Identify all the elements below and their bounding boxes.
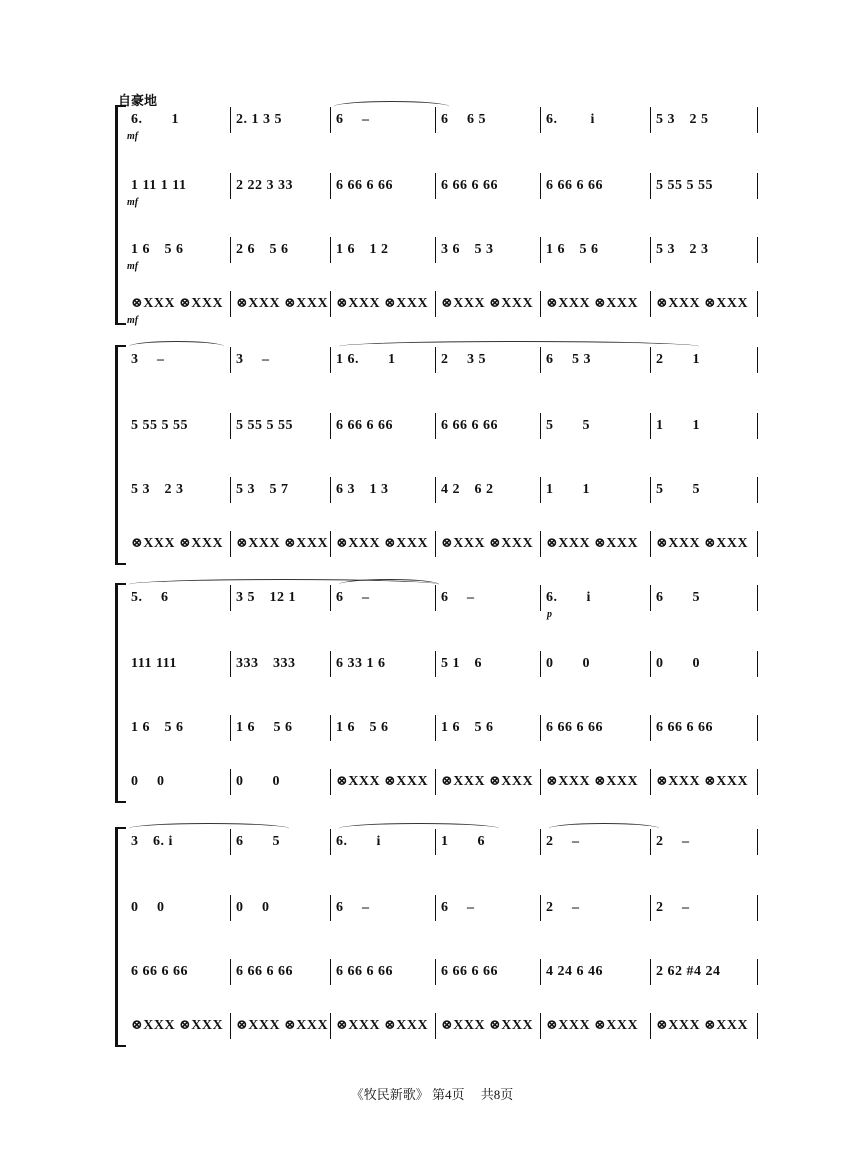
barline <box>330 651 331 677</box>
measure-notes: 3 6. i <box>131 834 173 849</box>
measure-notes: 2 6 5 6 <box>236 242 289 257</box>
slur-mark <box>339 823 499 834</box>
score-system <box>115 345 755 565</box>
measure-notes: ⊗XXX ⊗XXX <box>546 1018 639 1033</box>
measure-notes: 5 3 2 3 <box>656 242 709 257</box>
measure-notes: 1 6 <box>441 834 485 849</box>
barline <box>540 585 541 611</box>
barline <box>330 1013 331 1039</box>
measure-notes: ⊗XXX ⊗XXX <box>131 1018 224 1033</box>
measure-notes: ⊗XXX ⊗XXX <box>546 296 639 311</box>
measure-notes: 6 6 5 <box>441 112 486 127</box>
measure-notes: ⊗XXX ⊗XXX <box>336 1018 429 1033</box>
measure-notes: 5 1 6 <box>441 656 482 671</box>
measure-notes: 3 – <box>131 352 165 367</box>
measure-notes: 6. i <box>546 590 591 605</box>
measure-notes: 2 – <box>546 834 580 849</box>
barline <box>757 769 758 795</box>
staff-row <box>125 411 757 441</box>
page-footer: 《牧民新歌》 第4页 共8页 <box>350 1087 514 1102</box>
measure-notes: 1 6 5 6 <box>441 720 494 735</box>
barline <box>230 769 231 795</box>
barline <box>757 291 758 317</box>
measure-notes: 5 55 5 55 <box>236 418 293 433</box>
barline <box>650 959 651 985</box>
measure-notes: ⊗XXX ⊗XXX <box>336 536 429 551</box>
measure-notes: 6. 1 <box>131 112 179 127</box>
measure-notes: 6 66 6 66 <box>441 178 498 193</box>
measure-notes: 2 – <box>656 834 690 849</box>
barline <box>330 173 331 199</box>
measure-notes: 1 6. 1 <box>336 352 396 367</box>
measure-notes: ⊗XXX ⊗XXX <box>441 1018 534 1033</box>
barline <box>540 291 541 317</box>
barline <box>230 959 231 985</box>
barline <box>757 959 758 985</box>
staff-row <box>125 767 757 797</box>
barline <box>650 291 651 317</box>
measure-notes: 1 1 <box>656 418 700 433</box>
barline <box>540 715 541 741</box>
dynamic-marking: mf <box>127 261 139 272</box>
measure-notes: 333 333 <box>236 656 296 671</box>
slur-mark <box>339 579 439 590</box>
score-system <box>115 827 755 1047</box>
measure-notes: 6 66 6 66 <box>546 720 603 735</box>
barline <box>330 959 331 985</box>
barline <box>650 895 651 921</box>
dynamic-marking: p <box>547 609 552 620</box>
barline <box>230 477 231 503</box>
measure-notes: 2 62 #4 24 <box>656 964 721 979</box>
barline <box>435 531 436 557</box>
barline <box>435 715 436 741</box>
barline <box>230 291 231 317</box>
measure-notes: 1 6 5 6 <box>546 242 599 257</box>
slur-mark <box>129 823 289 834</box>
barline <box>435 895 436 921</box>
measure-notes: 5 5 <box>656 482 700 497</box>
barline <box>540 829 541 855</box>
measure-notes: 6 66 6 66 <box>336 418 393 433</box>
measure-notes: 0 0 <box>546 656 590 671</box>
barline <box>435 173 436 199</box>
barline <box>330 715 331 741</box>
measure-notes: ⊗XXX ⊗XXX <box>656 774 749 789</box>
measure-notes: 5 3 5 7 <box>236 482 289 497</box>
dynamic-marking: mf <box>127 315 139 326</box>
barline <box>540 959 541 985</box>
barline <box>230 531 231 557</box>
measure-notes: ⊗XXX ⊗XXX <box>236 536 329 551</box>
measure-notes: 1 6 5 6 <box>131 720 184 735</box>
staff-row <box>125 957 757 987</box>
barline <box>330 895 331 921</box>
measure-notes: 2. 1 3 5 <box>236 112 282 127</box>
measure-notes: 6 66 6 66 <box>336 178 393 193</box>
barline <box>330 769 331 795</box>
barline <box>230 347 231 373</box>
barline <box>757 413 758 439</box>
measure-notes: 2 – <box>546 900 580 915</box>
measure-notes: 6 – <box>336 900 370 915</box>
barline <box>757 895 758 921</box>
staff-row <box>125 475 757 505</box>
barline <box>757 829 758 855</box>
measure-notes: 0 0 <box>656 656 700 671</box>
measure-notes: 6 66 6 66 <box>441 418 498 433</box>
barline <box>435 1013 436 1039</box>
measure-notes: 5 3 2 3 <box>131 482 184 497</box>
staff-row <box>125 1011 757 1041</box>
staff-row <box>125 289 757 326</box>
barline <box>757 651 758 677</box>
barline <box>757 173 758 199</box>
barline <box>650 413 651 439</box>
barline <box>230 173 231 199</box>
slur-mark <box>129 341 224 352</box>
barline <box>540 237 541 263</box>
measure-notes: 6 – <box>336 112 370 127</box>
measure-notes: 2 22 3 33 <box>236 178 293 193</box>
measure-notes: 6 3 1 3 <box>336 482 389 497</box>
staff-row <box>125 649 757 679</box>
measure-notes: ⊗XXX ⊗XXX <box>336 296 429 311</box>
staff-row <box>125 529 757 559</box>
slur-mark <box>549 823 659 834</box>
staff-row <box>125 713 757 743</box>
measure-notes: ⊗XXX ⊗XXX <box>131 536 224 551</box>
barline <box>540 651 541 677</box>
measure-notes: ⊗XXX ⊗XXX <box>336 774 429 789</box>
measure-notes: 3 5 12 1 <box>236 590 296 605</box>
dynamic-marking: mf <box>127 131 139 142</box>
barline <box>650 531 651 557</box>
barline <box>650 477 651 503</box>
barline <box>435 237 436 263</box>
measure-notes: 111 111 <box>131 656 177 671</box>
staff-row <box>125 235 757 272</box>
barline <box>435 651 436 677</box>
barline <box>330 829 331 855</box>
barline <box>435 477 436 503</box>
barline <box>540 477 541 503</box>
dynamic-marking: mf <box>127 197 139 208</box>
barline <box>757 585 758 611</box>
barline <box>330 531 331 557</box>
measure-notes: 4 24 6 46 <box>546 964 603 979</box>
staff-row <box>125 893 757 923</box>
barline <box>435 291 436 317</box>
measure-notes: 1 1 <box>546 482 590 497</box>
barline <box>230 237 231 263</box>
measure-notes: 0 0 <box>236 900 270 915</box>
measure-notes: 5. 6 <box>131 590 169 605</box>
barline <box>435 959 436 985</box>
measure-notes: 0 0 <box>131 774 165 789</box>
barline <box>230 413 231 439</box>
measure-notes: 6 5 3 <box>546 352 591 367</box>
measure-notes: 5 3 2 5 <box>656 112 709 127</box>
staff-row <box>125 171 757 208</box>
barline <box>757 1013 758 1039</box>
measure-notes: 6 5 <box>656 590 700 605</box>
barline <box>540 769 541 795</box>
measure-notes: 6 66 6 66 <box>336 964 393 979</box>
barline <box>230 651 231 677</box>
barline <box>650 237 651 263</box>
measure-notes: ⊗XXX ⊗XXX <box>656 1018 749 1033</box>
barline <box>757 477 758 503</box>
measure-notes: 1 6 5 6 <box>336 720 389 735</box>
measure-notes: 3 6 5 3 <box>441 242 494 257</box>
measure-notes: 6 66 6 66 <box>131 964 188 979</box>
barline <box>757 107 758 133</box>
measure-notes: ⊗XXX ⊗XXX <box>131 296 224 311</box>
barline <box>650 1013 651 1039</box>
measure-notes: 2 3 5 <box>441 352 486 367</box>
measure-notes: 2 1 <box>656 352 700 367</box>
barline <box>540 531 541 557</box>
measure-notes: 5 55 5 55 <box>656 178 713 193</box>
measure-notes: 6. i <box>336 834 381 849</box>
measure-notes: ⊗XXX ⊗XXX <box>656 296 749 311</box>
measure-notes: 1 6 5 6 <box>131 242 184 257</box>
measure-notes: 6 5 <box>236 834 280 849</box>
measure-notes: 6 66 6 66 <box>236 964 293 979</box>
slur-mark <box>334 101 449 112</box>
measure-notes: 1 11 1 11 <box>131 178 187 193</box>
barline <box>650 651 651 677</box>
score-system <box>115 583 755 803</box>
barline <box>540 173 541 199</box>
barline <box>330 477 331 503</box>
measure-notes: ⊗XXX ⊗XXX <box>236 296 329 311</box>
measure-notes: 5 5 <box>546 418 590 433</box>
barline <box>650 585 651 611</box>
score-system <box>115 105 755 325</box>
barline <box>650 769 651 795</box>
measure-notes: 5 55 5 55 <box>131 418 188 433</box>
measure-notes: ⊗XXX ⊗XXX <box>441 774 534 789</box>
barline <box>330 347 331 373</box>
measure-notes: 3 – <box>236 352 270 367</box>
measure-notes: ⊗XXX ⊗XXX <box>441 296 534 311</box>
measure-notes: 0 0 <box>236 774 280 789</box>
measure-notes: ⊗XXX ⊗XXX <box>546 536 639 551</box>
barline <box>330 413 331 439</box>
measure-notes: ⊗XXX ⊗XXX <box>236 1018 329 1033</box>
measure-notes: 6 66 6 66 <box>656 720 713 735</box>
barline <box>230 715 231 741</box>
barline <box>757 715 758 741</box>
barline <box>230 107 231 133</box>
slur-mark <box>339 341 699 352</box>
barline <box>330 291 331 317</box>
barline <box>650 107 651 133</box>
barline <box>540 895 541 921</box>
barline <box>650 715 651 741</box>
measure-notes: 6 66 6 66 <box>546 178 603 193</box>
barline <box>435 769 436 795</box>
measure-notes: 1 6 1 2 <box>336 242 389 257</box>
barline <box>757 531 758 557</box>
barline <box>540 107 541 133</box>
barline <box>330 107 331 133</box>
measure-notes: 6 66 6 66 <box>441 964 498 979</box>
measure-notes: 0 0 <box>131 900 165 915</box>
barline <box>650 173 651 199</box>
measure-notes: ⊗XXX ⊗XXX <box>546 774 639 789</box>
measure-notes: 1 6 5 6 <box>236 720 293 735</box>
barline <box>330 237 331 263</box>
measure-notes: 4 2 6 2 <box>441 482 494 497</box>
barline <box>757 347 758 373</box>
tempo-marking: 自豪地 <box>118 93 158 108</box>
measure-notes: ⊗XXX ⊗XXX <box>656 536 749 551</box>
measure-notes: 6 – <box>441 900 475 915</box>
barline <box>435 413 436 439</box>
measure-notes: 2 – <box>656 900 690 915</box>
measure-notes: 6. i <box>546 112 595 127</box>
measure-notes: ⊗XXX ⊗XXX <box>441 536 534 551</box>
measure-notes: 6 33 1 6 <box>336 656 386 671</box>
barline <box>540 1013 541 1039</box>
barline <box>230 895 231 921</box>
barline <box>540 413 541 439</box>
measure-notes: 6 – <box>441 590 475 605</box>
barline <box>757 237 758 263</box>
measure-notes: 6 – <box>336 590 370 605</box>
barline <box>230 1013 231 1039</box>
